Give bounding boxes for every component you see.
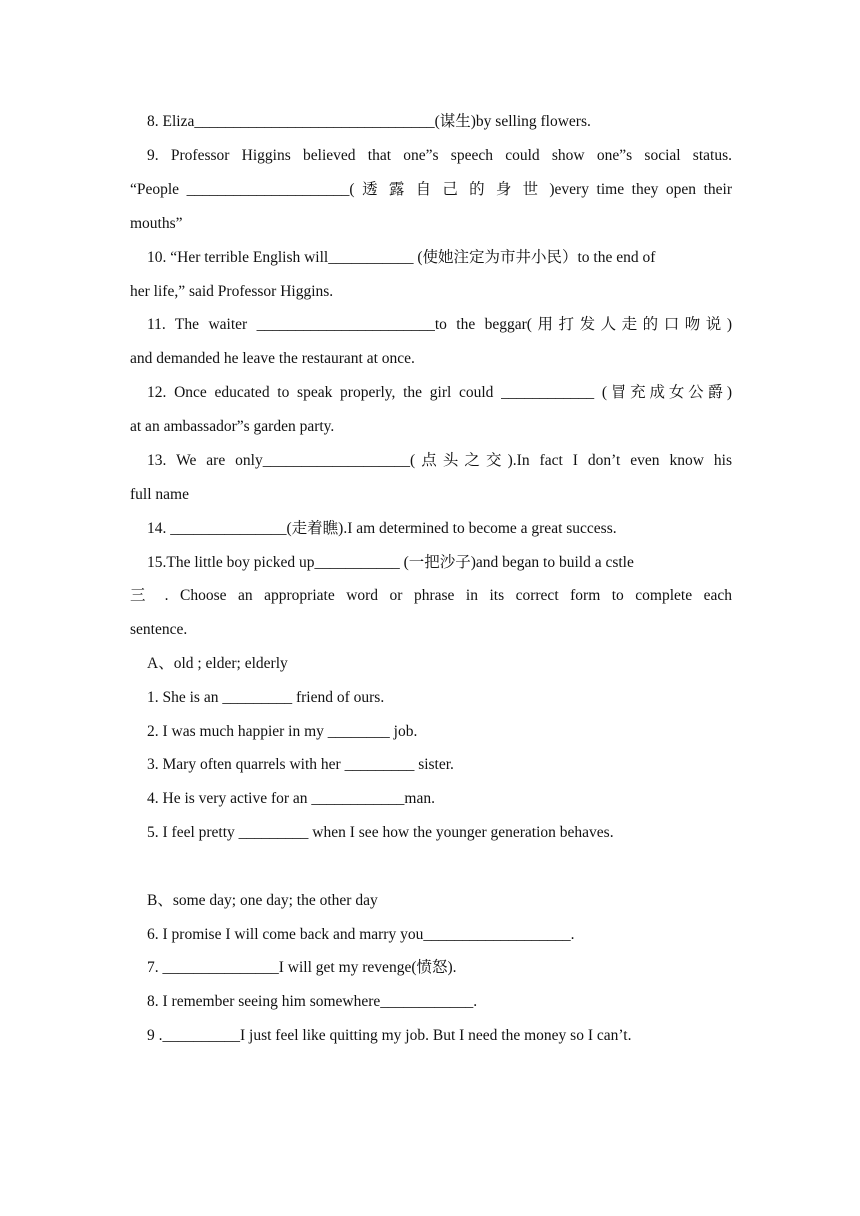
group-b-word-list: B、some day; one day; the other day (147, 892, 378, 909)
question-12-line-2: at an ambassador”s garden party. (130, 418, 335, 435)
question-10-line-1: 10. “Her terrible English will___________ (使她注定为市井小民）to the end of (147, 249, 656, 266)
group-a-question-3: 3. Mary often quarrels with her _________ sister. (147, 756, 454, 773)
question-15-line: 15.The little boy picked up___________ (一把沙子)and began to build a cstle (147, 554, 634, 571)
question-11-line-2: and demanded he leave the restaurant at once. (130, 350, 415, 367)
question-14-line: 14. _______________(走着瞧).I am determined to become a great success. (147, 520, 617, 537)
group-a-question-5: 5. I feel pretty _________ when I see how the younger generation behaves. (147, 824, 614, 841)
group-b-question-8: 8. I remember seeing him somewhere____________. (147, 993, 478, 1010)
question-10-line-2: her life,” said Professor Higgins. (130, 283, 334, 300)
question-9-line-1: 9. Professor Higgins believed that one”s speech could show one”s social status. (147, 147, 732, 164)
question-9-line-2: “People _____________________( 透 露 自 己 的 身 世 )every time they open their (130, 181, 732, 198)
section-3-heading-line-2: sentence. (130, 621, 188, 638)
question-12-line-1: 12. Once educated to speak properly, the girl could ____________ (冒充成女公爵) (147, 384, 732, 401)
question-13-line-2: full name (130, 486, 189, 503)
section-3-heading-line-1: 三 . Choose an appropriate word or phrase in its correct form to complete each (130, 587, 732, 604)
group-a-word-list: A、old ; elder; elderly (147, 655, 288, 672)
question-8-line: 8. Eliza_______________________________(谋生)by selling flowers. (147, 113, 591, 130)
group-b-question-9: 9 .__________I just feel like quitting my job. But I need the money so I can’t. (147, 1027, 632, 1044)
group-b-question-6: 6. I promise I will come back and marry you___________________. (147, 926, 575, 943)
group-a-question-2: 2. I was much happier in my ________ job. (147, 723, 418, 740)
question-11-line-1: 11. The waiter _______________________to the beggar(用打发人走的口吻说) (147, 316, 732, 333)
group-b-question-7: 7. _______________I will get my revenge(愤怒). (147, 959, 457, 976)
question-9-line-3: mouths” (130, 215, 183, 232)
group-a-question-4: 4. He is very active for an ____________man. (147, 790, 435, 807)
question-13-line-1: 13. We are only___________________(点头之交).In fact I don’t even know his (147, 452, 732, 469)
group-a-question-1: 1. She is an _________ friend of ours. (147, 689, 385, 706)
